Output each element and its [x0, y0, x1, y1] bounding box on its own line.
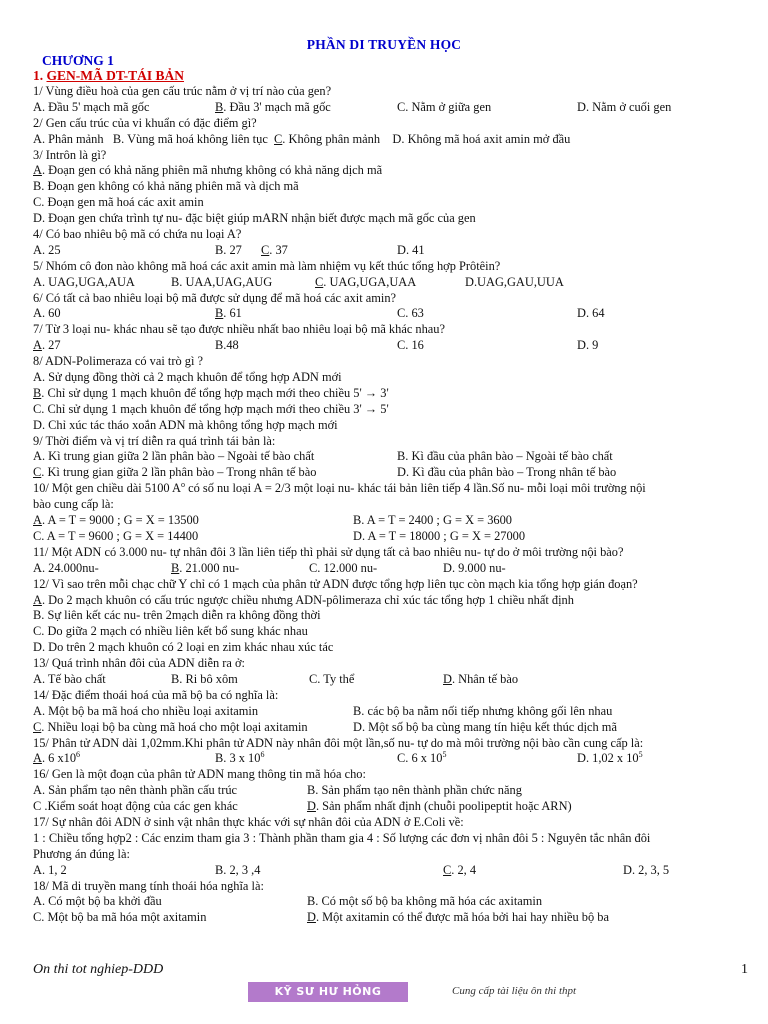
text-span: A [33, 163, 42, 178]
option-line [33, 211, 745, 227]
answer-option: A. 1, 2 [33, 862, 67, 877]
question-text [33, 577, 745, 593]
text-span: C. Chỉ sử dụng 1 mạch khuôn để tổng hợp mạch mới theo chiều 3' → 5' [33, 401, 389, 416]
question-text [33, 656, 745, 672]
answer-option: C. 37 [261, 242, 288, 257]
answer-option: B. UAA,UAG,AUG [171, 274, 273, 289]
option-line [33, 624, 745, 640]
text-span: 2/ Gen cấu trúc của vi khuẩn có đặc điểm gì? [33, 115, 257, 130]
text-span: . Do 2 mạch khuôn có cấu trúc ngược chiều nhưng ADN-pôlimeraza chỉ xúc tác tổng hợp 1 chiều nhất định [41, 592, 574, 607]
answer-option: A. Tế bào chất [33, 671, 106, 686]
answer-option: C. Ty thể [309, 671, 355, 686]
answer-option: B. Có một số bộ ba không mã hóa các axitamin [307, 894, 543, 909]
text-span: . Đoạn gen có khả năng phiên mã nhưng không có khả năng dịch mã [41, 163, 383, 178]
answer-option: C .Kiểm soát hoạt động của các gen khác [33, 799, 238, 814]
answer-option: B. Sản phẩm tạo nên thành phần chức năng [307, 783, 522, 798]
answer-option: B. 61 [215, 306, 242, 321]
text-span: B [215, 306, 224, 321]
answer-option: D. Một axitamin có thể được mã hóa bởi hai hay nhiều bộ ba [307, 910, 609, 925]
text-span: B [33, 385, 42, 400]
text-span: 14/ Đặc điểm thoái hoá của mã bộ ba có nghĩa là: [33, 687, 279, 702]
superscript: o [180, 480, 185, 490]
option-row [33, 783, 745, 799]
option-row [33, 720, 745, 736]
option-row [33, 306, 745, 322]
text-span: có số nu loại A = 2/3 một loại nu- khác tái bản liên tiếp 4 lần.Số nu- mỗi loại môi trường nội [184, 481, 646, 496]
text-span: ' mạch mã gốc [78, 99, 150, 114]
option-line [33, 179, 745, 195]
question-text [33, 688, 745, 704]
text-span: D. Đoạn gen chứa trình tự nu- đặc biệt giúp mARN nhận biết được mạch mã gốc của gen [33, 211, 476, 226]
answer-option: A. 24.000nu- [33, 560, 99, 575]
answer-option: A. 25 [33, 242, 61, 257]
answer-option: A. Có một bộ ba khởi đầu [33, 894, 162, 909]
question-text [33, 497, 745, 513]
text-span: D [443, 671, 452, 686]
footer-banner: KỸ SƯ HƯ HỎNG [248, 982, 408, 1002]
page-number: 1 [741, 962, 748, 977]
text-span: A. Sử dụng đồng thời cả 2 mạch khuôn để tổng hợp ADN mới [33, 370, 342, 385]
text-span: A [33, 592, 42, 607]
answer-option [397, 751, 446, 767]
option-line [33, 418, 745, 434]
option-row [33, 894, 745, 910]
text-span: 1/ Vùng điều hoà của gen cấu trúc nằm ở vị trí nào của gen? [33, 84, 332, 98]
question-text [33, 354, 745, 370]
text-span: D. Chỉ xúc tác tháo xoắn ADN mà không tổng hợp mạch mới [33, 417, 338, 432]
answer-option: B. A = T = 2400 ; G = X = 3600 [353, 513, 512, 528]
answer-option: B.48 [215, 338, 239, 353]
text-span: C [274, 131, 283, 146]
answer-option: D. 9 [577, 338, 599, 353]
answer-option: A. A = T = 9000 ; G = X = 13500 [33, 513, 199, 528]
text-span: 16/ Gen là một đoạn của phân tử ADN mang thông tin mã hóa cho: [33, 767, 366, 782]
option-line [33, 195, 745, 211]
answer-option: D. Một số bộ ba cùng mang tín hiệu kết thúc dịch mã [353, 719, 617, 734]
option-row [33, 449, 745, 465]
answer-option: B. Kì đầu của phân bào – Ngoài tế bào chất [397, 449, 613, 464]
question-text [33, 847, 745, 863]
question-text [33, 434, 745, 450]
question-text [33, 831, 745, 847]
superscript: 6 [260, 750, 265, 760]
text-span: 17/ Sự nhân đôi ADN ở sinh vật nhân thực khác với sự nhân đôi của ADN ở E.Coli về: [33, 814, 464, 829]
option-row [33, 132, 745, 148]
answer-option: D. Nhân tế bào [443, 671, 519, 686]
answer-option [215, 751, 264, 767]
text-span: B. 3 x 10 [215, 751, 261, 766]
page-title: PHẦN DI TRUYỀN HỌC [306, 37, 462, 52]
answer-option: C. UAG,UGA,UAA [315, 274, 417, 289]
answer-option: D. Kì đầu của phân bào – Trong nhân tế bào [397, 465, 617, 480]
text-span: A [33, 338, 42, 353]
option-row [33, 863, 745, 879]
text-span: C [33, 465, 42, 480]
text-span: D. Do trên 2 mạch khuôn có 2 loại en zim khác nhau xúc tác [33, 640, 334, 655]
answer-option: D. Sản phẩm nhất định (chuỗi poolipeptit hoặc ARN) [307, 799, 572, 814]
question-text [33, 767, 745, 783]
answer-option [215, 100, 331, 116]
text-span: C. Đoạn gen mã hoá các axit amin [33, 195, 204, 210]
question-text [33, 259, 745, 275]
text-span: C [443, 862, 452, 877]
text-span: A [33, 513, 42, 528]
text-span: C [261, 242, 270, 257]
answer-option: A. Một bộ ba mã hoá cho nhiều loại axitamin [33, 703, 259, 718]
option-row [33, 799, 745, 815]
option-row [33, 513, 745, 529]
answer-option [577, 751, 643, 767]
question-text [33, 227, 745, 243]
answer-option: D. 9.000 nu- [443, 560, 506, 575]
option-line [33, 640, 745, 656]
text-span: bào cung cấp là: [33, 497, 114, 512]
text-span: B [171, 560, 180, 575]
answer-option: C. A = T = 9600 ; G = X = 14400 [33, 528, 199, 543]
text-span: 8/ ADN-Polimeraza có vai trò gì ? [33, 354, 203, 369]
text-span: B. Sự liên kết các nu- trên 2mạch diễn ra không đồng thời [33, 608, 321, 623]
answer-option: B. các bộ ba nằm nối tiếp nhưng không gối lên nhau [353, 703, 613, 718]
superscript: 6 [76, 750, 81, 760]
answer-option: A. 60 [33, 306, 61, 321]
option-row [33, 529, 745, 545]
answer-option: A. Phân mảnh B. Vùng mã hoá không liên tục C. Không phân mảnh D. Không mã hoá axit amin mở đầu [33, 131, 571, 146]
answer-option: B. 2, 3 ,4 [215, 862, 261, 877]
text-span: D [307, 799, 316, 814]
text-span: 6/ Có tất cả bao nhiêu loại bộ mã được sử dụng để mã hoá các axit amin? [33, 290, 397, 305]
option-line [33, 370, 745, 386]
text-span: C. 6 x 10 [397, 751, 443, 766]
answer-option: C. 16 [397, 338, 424, 353]
question-text [33, 736, 745, 752]
option-line [33, 163, 745, 179]
text-span: D [307, 910, 316, 925]
question-text [33, 481, 745, 497]
text-span: 15/ Phân tử ADN dài 1,02mm.Khi phân tử ADN này nhân đôi một lần,số nu- tự do mà môi trường nội bào cần cung cấp là: [33, 735, 644, 750]
footer-note: On thi tot nghiep-DDD [33, 962, 164, 977]
option-row [33, 243, 745, 259]
question-list [33, 84, 745, 926]
answer-option: C. Một bộ ba mã hóa một axitamin [33, 910, 207, 925]
text-span: 9/ Thời điểm và vị trí diễn ra quá trình tái bản là: [33, 433, 276, 448]
text-span: 7/ Từ 3 loại nu- khác nhau sẽ tạo được nhiều nhất bao nhiêu loại bộ mã khác nhau? [33, 322, 446, 337]
text-span: C [315, 274, 324, 289]
question-text [33, 116, 745, 132]
answer-option: A. Kì trung gian giữa 2 lần phân bào – Ngoài tế bào chất [33, 449, 315, 464]
answer-option [33, 100, 149, 116]
answer-option: C. 12.000 nu- [309, 560, 378, 575]
text-span: C [33, 719, 42, 734]
answer-option: D. A = T = 18000 ; G = X = 27000 [353, 528, 526, 543]
footer-tagline: Cung cấp tài liệu ôn thi thpt [452, 985, 577, 997]
text-span: A [33, 751, 42, 766]
text-span: ' mạch mã gốc [259, 99, 331, 114]
question-text [33, 84, 745, 100]
answer-option: D. 41 [397, 242, 425, 257]
question-text [33, 879, 745, 895]
question-text [33, 815, 745, 831]
option-line [33, 402, 745, 418]
text-span: 12/ Vì sao trên mỗi chạc chữ Y chỉ có 1 mạch của phân tử ADN được tổng hợp liên tục còn mạch kia tổng hợp gián đoạn? [33, 576, 638, 591]
option-line [33, 593, 745, 609]
superscript: 5 [442, 750, 447, 760]
text-span: 13/ Quá trình nhân đôi của ADN diễn ra ở: [33, 656, 245, 671]
text-span: 11/ Một ADN có 3.000 nu- tự nhân đôi 3 lần liên tiếp thì phải sử dụng tất cả bao nhiêu nu- tự do ở môi trường nội bào? [33, 544, 624, 559]
answer-option: C. Kì trung gian giữa 2 lần phân bào – Trong nhân tế bào [33, 465, 317, 480]
answer-option: D. 64 [577, 306, 605, 321]
option-row [33, 704, 745, 720]
option-row [33, 338, 745, 354]
section-title: GEN-MÃ DT-TÁI BẢN [46, 68, 185, 83]
answer-option: B. 21.000 nu- [171, 560, 240, 575]
answer-option: A. UAG,UGA,AUA [33, 274, 135, 289]
answer-option: C. Nhiều loại bộ ba cùng mã hoá cho một loại axitamin [33, 719, 308, 734]
text-span: B [215, 99, 224, 114]
answer-option: C. 2, 4 [443, 862, 477, 877]
text-span: 18/ Mã di truyền mang tính thoái hóa nghĩa là: [33, 878, 264, 893]
text-span: C. Do giữa 2 mạch có nhiều liên kết bổ sung khác nhau [33, 624, 308, 639]
option-row [33, 672, 745, 688]
question-text [33, 322, 745, 338]
question-text [33, 148, 745, 164]
text-span: 4/ Có bao nhiêu bộ mã có chứa nu loại A? [33, 227, 242, 242]
text-span: 10/ Một gen chiều dài 5100 A [33, 481, 181, 496]
option-line [33, 386, 745, 402]
answer-option: C. Nằm ở giữa gen [397, 99, 492, 114]
answer-option: C. 63 [397, 306, 424, 321]
section-heading [33, 68, 184, 84]
option-row [33, 100, 745, 116]
option-row [33, 910, 745, 926]
option-row [33, 465, 745, 481]
option-row [33, 561, 745, 577]
answer-option: A. 27 [33, 338, 61, 353]
text-span: 5/ Nhóm cô đon nào không mã hoá các axit amin mà làm nhiệm vụ kết thúc tổng hợp Prôtêin? [33, 258, 501, 273]
text-span: . Chỉ sử dụng 1 mạch khuôn để tổng hợp mạch mới theo chiều 5' → 3' [41, 385, 389, 400]
answer-option: A. 6 $x10^6$ [33, 750, 81, 766]
question-text [33, 545, 745, 561]
text-span: . Đầu 3 [223, 99, 260, 114]
text-span: B. Đoạn gen không có khả năng phiên mã và dịch mã [33, 179, 299, 194]
text-span: A. Đầu 5 [33, 99, 79, 114]
option-row [33, 751, 745, 767]
answer-option: B. Ri bô xôm [171, 671, 238, 686]
question-text [33, 291, 745, 307]
superscript: 5 [638, 750, 643, 760]
text-span: D. 1,02 x 10 [577, 751, 639, 766]
chapter-heading: CHƯƠNG 1 [42, 53, 114, 68]
text-span: 1 : Chiều tổng hợp2 : Các enzim tham gia 3 : Thành phần tham gia 4 : Số lượng các đơn vị nhân đôi 5 : Nguyên tắc nhân đôi [33, 830, 651, 845]
answer-option: A. Sản phẩm tạo nên thành phần cấu trúc [33, 783, 238, 798]
answer-option: D.UAG,GAU,UUA [465, 274, 564, 289]
text-span: 3/ Intrôn là gì? [33, 147, 107, 162]
text-span: Phương án đúng là: [33, 846, 130, 861]
option-row [33, 275, 745, 291]
answer-option: D. 2, 3, 5 [623, 862, 670, 877]
answer-option: D. Nằm ở cuối gen [577, 99, 672, 114]
section-number: 1. [33, 68, 44, 83]
option-line [33, 608, 745, 624]
answer-option: B. 27 [215, 242, 242, 257]
